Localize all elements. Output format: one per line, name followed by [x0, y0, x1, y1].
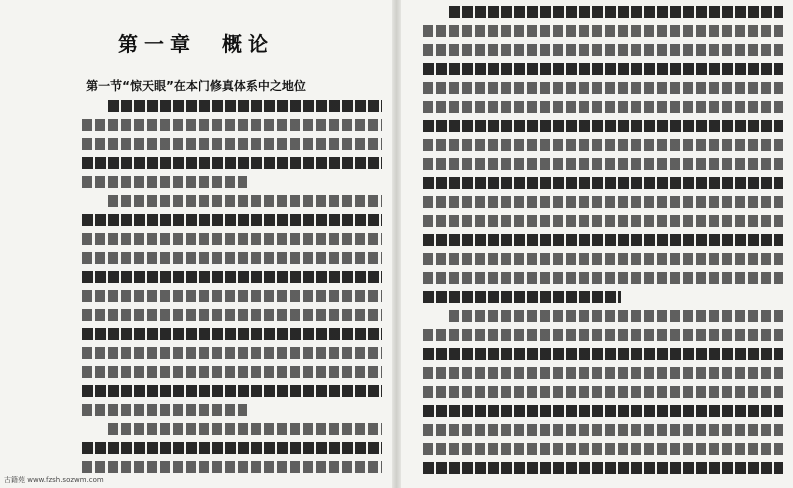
text-line [423, 25, 783, 37]
text-line [423, 101, 783, 113]
text-line [108, 195, 382, 207]
text-line [423, 405, 783, 417]
text-line [82, 404, 247, 416]
text-line [423, 82, 783, 94]
text-line [449, 310, 783, 322]
text-line [423, 63, 783, 75]
text-line [82, 176, 247, 188]
text-line [82, 119, 382, 131]
text-line [82, 271, 382, 283]
text-line [82, 290, 382, 302]
text-line [82, 214, 382, 226]
watermark: 古籍苑 www.fzsh.sozwm.com [4, 476, 104, 484]
text-line [82, 442, 382, 454]
text-line [423, 177, 783, 189]
text-line [423, 329, 783, 341]
text-line [423, 139, 783, 151]
text-line [82, 461, 382, 473]
text-line [82, 233, 382, 245]
text-line [82, 328, 382, 340]
book-gutter [392, 0, 401, 488]
text-line [423, 386, 783, 398]
text-line [423, 120, 783, 132]
text-line [82, 138, 382, 150]
text-line [449, 6, 783, 18]
text-line [423, 253, 783, 265]
text-line [82, 347, 382, 359]
chapter-title: 第一章 概论 [118, 32, 274, 56]
text-line [423, 443, 783, 455]
text-line [423, 158, 783, 170]
right-page [401, 0, 793, 488]
text-line [423, 462, 783, 474]
text-line [423, 272, 783, 284]
text-line [108, 423, 382, 435]
text-line [108, 100, 382, 112]
section-title: 第一节“惊天眼”在本门修真体系中之地位 [86, 79, 306, 93]
text-line [82, 309, 382, 321]
text-line [82, 252, 382, 264]
text-line [423, 44, 783, 56]
text-line [82, 157, 382, 169]
text-line [82, 385, 382, 397]
text-line [423, 424, 783, 436]
text-line [423, 348, 783, 360]
text-line [423, 367, 783, 379]
text-line [423, 234, 783, 246]
text-line [423, 291, 621, 303]
text-line [423, 196, 783, 208]
text-line [82, 366, 382, 378]
text-line [423, 215, 783, 227]
left-page [0, 0, 392, 488]
